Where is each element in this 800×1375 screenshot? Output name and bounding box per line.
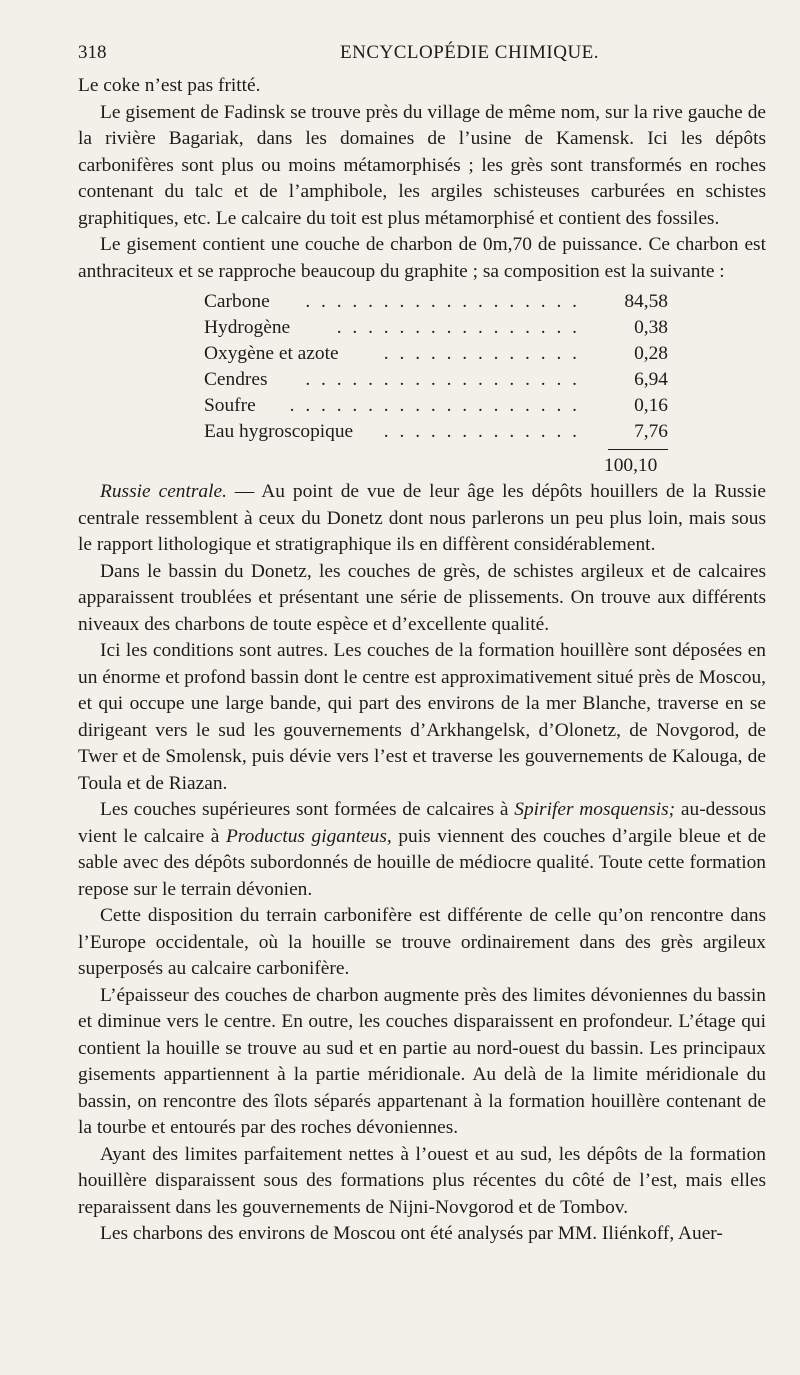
composition-value: 0,38 — [634, 317, 668, 338]
composition-value: 84,58 — [624, 291, 668, 312]
composition-row — [204, 419, 668, 445]
paragraph-text: puis viennent des couches d’argile bleue et de sable avec des dépôts subordonnés de houille de médiocre qualité. Toute cette formation repose sur le terrain dévonien. — [78, 825, 767, 900]
section-heading: Russie centrale. — [100, 481, 227, 502]
paragraph: Dans le bassin du Donetz, les couches de grès, de schistes argileux et de calcaires apparaissent troublées et présentant une série de plissements. On trouve aux différents niveaux des charbons de toute espèce et d’excellente qualité. — [78, 560, 766, 635]
composition-value: 7,76 — [634, 421, 668, 442]
paragraph: Ici les conditions sont autres. Les couches de la formation houillère sont déposées en un énorme et profond bassin dont le centre est approximativement situé près de Moscou, et qui occupe une large bande, qui part des environs de la mer Blanche, traverse en se dirigeant vers le sud les gouvernements d’Arkhangelsk, d’Olonetz, de Novgorod, de Twer et de Smolensk, puis dévie vers l’est et traverse les gouvernements de Kalouga, de Toula et de Riazan. — [78, 640, 766, 794]
sum-rule — [608, 449, 668, 450]
paragraph-text: au-dessous vient le calcaire à — [78, 799, 766, 847]
paragraph: Le coke n’est pas fritté. — [78, 75, 261, 96]
composition-row — [204, 393, 668, 419]
leader-dots: . . . . . . . . . . . . . . . . . . — [305, 369, 580, 390]
composition-row — [204, 341, 668, 367]
leader-dots: . . . . . . . . . . . . . . . . . . — [305, 291, 580, 312]
composition-row — [204, 367, 668, 393]
paragraph: Ayant des limites parfaitement nettes à l’ouest et au sud, les dépôts de la formation houillère disparaissent sous des formations plus récentes du côté de l’est, mais elles reparaissent dans les gouvernements de Nijni-Novgorod et de Tombov. — [78, 1143, 766, 1218]
leader-dots: . . . . . . . . . . . . . — [383, 343, 580, 364]
composition-value: 6,94 — [634, 369, 668, 390]
species-name: Productus giganteus, — [225, 825, 392, 847]
page-number: 318 — [78, 42, 107, 63]
page-header — [78, 42, 778, 68]
paragraph: Les charbons des environs de Moscou ont été analysés par MM. Iliénkoff, Auer- — [100, 1223, 723, 1244]
paragraph: Le gisement de Fadinsk se trouve près du village de même nom, sur la rive gauche de la rivière Bagariak, dans les domaines de l’usine de Kamensk. Ici les dépôts carbonifères sont plus ou moins métamorphisés ; les grès sont transformés en roches contenant du talc et de l’amphibole, les argiles schisteuses carburées en schistes graphitiques, etc. Le calcaire du toit est plus métamorphisé et contient des fossiles. — [78, 101, 766, 229]
composition-row — [204, 315, 668, 341]
species-name: Spirifer mosquensis; — [514, 799, 676, 820]
paragraph-text: Les couches supérieures sont formées de calcaires à — [100, 799, 515, 820]
composition-label: Oxygène et azote — [204, 343, 339, 364]
leader-dots: . . . . . . . . . . . . . . . . — [336, 317, 580, 338]
paragraph: L’épaisseur des couches de charbon augmente près des limites dévoniennes du bassin et diminue vers le centre. En outre, les couches disparaissent en profondeur. L’étage qui contient la houille se trouve au sud et en partie au nord-ouest du bassin. Les principaux gisements appartiennent à la partie méridionale. Au delà de la limite méridionale du bassin, on rencontre des îlots séparés appartenant à la formation houillère contenant de la tourbe et entourés par des roches dévoniennes. — [78, 984, 766, 1138]
paragraph: Le gisement contient une couche de charbon de 0m,70 de puissance. Ce charbon est anthraciteux et se rapproche beaucoup du graphite ; sa composition est la suivante : — [78, 234, 766, 282]
composition-row — [204, 289, 668, 315]
composition-label: Eau hygroscopique — [204, 421, 354, 442]
composition-label: Carbone — [204, 291, 270, 312]
composition-value: 0,28 — [634, 343, 668, 364]
composition-table — [78, 289, 766, 475]
composition-label: Cendres — [204, 369, 268, 390]
composition-total: 100,10 — [604, 455, 658, 476]
leader-dots: . . . . . . . . . . . . . . . . . . . — [289, 395, 580, 416]
composition-value: 0,16 — [634, 395, 668, 416]
paragraph-russie-centrale — [78, 479, 766, 559]
paragraph: Cette disposition du terrain carbonifère est différente de celle qu’on rencontre dans l’Europe occidentale, où la houille se trouve ordinairement dans des grès argileux superposés au calcaire carbonifère. — [78, 905, 766, 979]
body-text — [78, 73, 766, 1248]
running-title: ENCYCLOPÉDIE CHIMIQUE. — [340, 42, 600, 63]
paragraph-text: — Au point de vue de leur âge les dépôts houillers de la Russie centrale ressemblent à ceux du Donetz dont nous parlerons un peu plus loin, mais sous le rapport lithologique et stratigraphique ils en diffèrent considérablement. — [78, 481, 766, 555]
composition-label: Soufre — [204, 395, 256, 416]
composition-label: Hydrogène — [204, 317, 291, 338]
paragraph-couches — [78, 797, 766, 903]
leader-dots: . . . . . . . . . . . . . — [383, 421, 580, 442]
